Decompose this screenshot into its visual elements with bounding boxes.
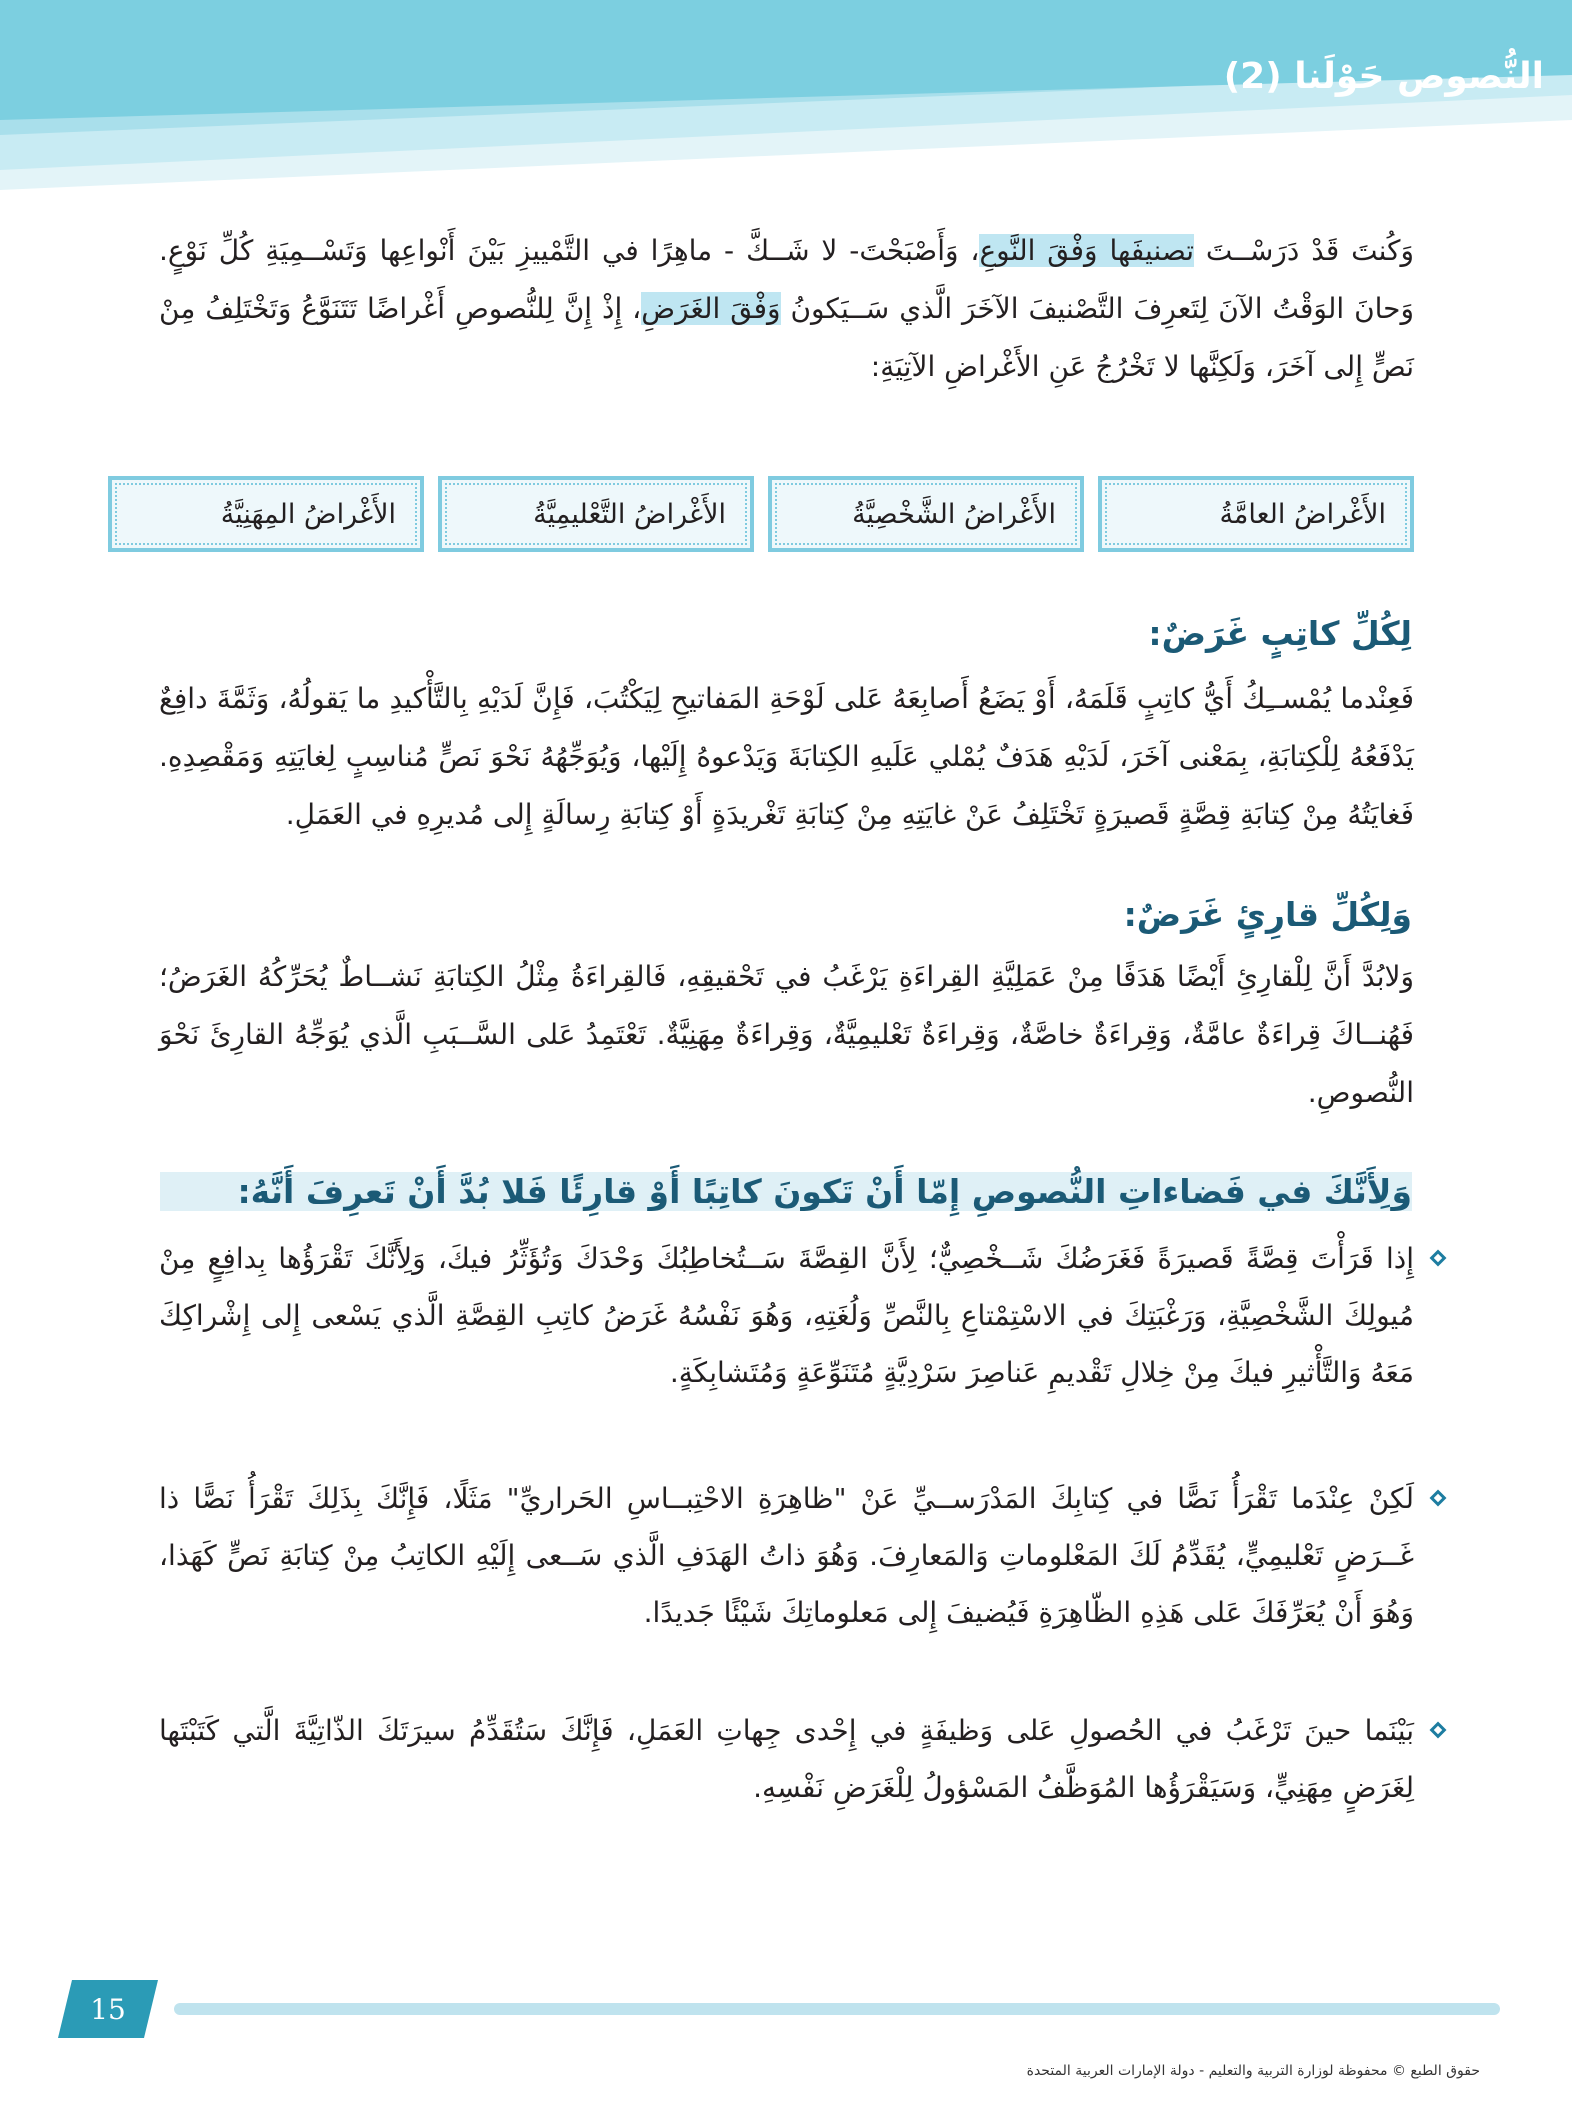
page-title: النُّصوص حَوْلَنا (2) [1223,56,1544,97]
section-heading-writer: لِكُلِّ كاتِبٍ غَرَضٌ: [1148,614,1412,653]
intro-text: وَكُنتَ قَدْ دَرَسْــتَ [1194,234,1414,267]
purpose-box-educational: الأَغْراضُ التَّعْليمِيَّةُ [438,476,754,552]
highlight-classification-by-purpose: وَفْقَ الغَرَضِ [641,292,781,325]
footer-divider [174,2003,1500,2015]
bullet-item-personal [159,1230,1414,1401]
intro-text: ، وَأَصْبَحْتَ- لا شَــكَّ - ماهِرًا في التَّمْييزِ بَيْنَ أَنْواعِها وَتَسْــمِيَةِ كُلِّ نَوْعٍ. [159,234,980,267]
intro-paragraph [159,222,1414,396]
section-heading-spaces: وَلِأَنَّكَ في فَضاءاتِ النُّصوصِ إِمّا أَنْ تَكونَ كاتِبًا أَوْ قارِئًا فَلا بُدَّ أَنْ تَعرِفَ أَنَّهُ: [160,1172,1412,1211]
bullet-text: بَيْنَما حينَ تَرْغَبُ في الحُصولِ عَلى وَظيفَةٍ في إِحْدى جِهاتِ العَمَلِ، فَإِنَّكَ سَتُقَدِّمُ سيرَتَكَ الذّاتِيَّةَ الَّتي كَتَبْتَها لِغَرَضٍ مِهَنِيٍّ، وَسَيَقْرَؤُها المُوَظَّفُ المَسْؤولُ لِلْغَرَضِ نَفْسِهِ. [159,1714,1414,1804]
section-heading-reader: وَلِكُلِّ قارِئٍ غَرَضٌ: [1123,895,1412,934]
bullet-item-professional [159,1702,1414,1816]
highlight-classification-by-type: تصنيفَها وَفْقَ النَّوعِ [979,234,1195,267]
intro-text: وَحانَ الوَقْتُ الآنَ لِتَعرِفَ التَّصْنيفَ الآخَرَ الَّذي سَــيَكونُ [780,292,1414,325]
bullet-text: لَكِنْ عِنْدَما تَقْرَأُ نَصًّا في كِتابِكَ المَدْرَســيِّ عَنْ "ظاهِرَةِ الاحْتِبــاسِ الحَراريِّ" مَثَلًا، فَإِنَّكَ بِذَلِكَ تَقْرَأُ نَصًّا ذا غَــرَضٍ تَعْليمِيٍّ، يُقَدِّمُ لَكَ المَعْلوماتِ وَالمَعارِفَ. وَهُوَ ذاتُ الهَدَفِ الَّذي سَــعى إِلَيْهِ الكاتِبُ مِنْ كِتابَةِ نَصٍّ كَهَذا، وَهُوَ أَنْ يُعَرِّفَكَ عَلى هَذِهِ الظّاهِرَةِ فَيُضيفَ إِلى مَعلوماتِكَ شَيْئًا جَديدًا. [159,1482,1414,1629]
bullet-text: إِذا قَرَأْتَ قِصَّةً قَصيرَةً فَغَرَضُكَ شَــخْصِيٌّ؛ لِأَنَّ القِصَّةَ سَــتُخاطِبُكَ وَحْدَكَ وَتُؤَثِّرُ فيكَ، وَلِأَنَّكَ تَقْرَؤُها بِدافِعٍ مِنْ مُيولِكَ الشَّخْصِيَّةِ، وَرَغْبَتِكَ في الاسْتِمْتاعِ بِالنَّصِّ وَلُغَتِهِ، وَهُوَ نَفْسُهُ غَرَضُ كاتِبِ القِصَّةِ الَّذي يَسْعى إِلى إِشْراكِكَ مَعَهُ وَالتَّأْثيرِ فيكَ مِنْ خِلالِ تَقْديمِ عَناصِرَ سَرْدِيَّةٍ مُتَنَوِّعَةٍ وَمُتَشابِكَةٍ. [159,1242,1414,1389]
diamond-bullet-icon [1430,1250,1447,1267]
intro-text: ، إِذْ إِنَّ لِلنُّصوصِ أَغْراضًا تَتَنَوَّعُ وَتَخْتَلِفُ مِنْ نَصٍّ إِلى آخَرَ، وَلَكِنَّها لا تَخْرُجُ عَنِ الأَغْراضِ الآتِيَةِ: [159,292,1414,383]
page-number: 15 [90,1992,126,2026]
page-header [0,0,1572,190]
section-body-reader: وَلابُدَّ أَنَّ لِلْقارِئِ أَيْضًا هَدَفًا مِنْ عَمَلِيَّةِ القِراءَةِ يَرْغَبُ في تَحْقيقِهِ، فَالقِراءَةُ مِثْلُ الكِتابَةِ نَشــاطٌ يُحَرِّكُهُ الغَرَضُ؛ فَهُنــاكَ قِراءَةٌ عامَّةٌ، وَقِراءَةٌ خاصَّةٌ، وَقِراءَةٌ تَعْليمِيَّةٌ، وَقِراءَةٌ مِهَنِيَّةٌ. تَعْتَمِدُ عَلى السَّــبَبِ الَّذي يُوَجِّهُ القارِئَ نَحْوَ النُّصوصِ. [159,960,1414,1109]
purpose-box-general: الأَغْراضُ العامَّةُ [1098,476,1414,552]
section-body-writer: فَعِنْدما يُمْســِكُ أَيُّ كاتِبٍ قَلَمَهُ، أَوْ يَضَعُ أَصابِعَهُ عَلى لَوْحَةِ المَفاتيحِ لِيَكْتُبَ، فَإِنَّ لَدَيْهِ بِالتَّأْكيدِ ما يَقولُهُ، وَثَمَّةَ دافِعٌ يَدْفَعُهُ لِلْكِتابَةِ، بِمَعْنى آخَرَ، لَدَيْهِ هَدَفٌ يُمْلي عَلَيهِ الكِتابَةَ وَيَدْعوهُ إِلَيْها، وَيُوَجِّهُهُ نَحْوَ نَصٍّ مُناسِبٍ لِغايَتِهِ وَمَقْصِدِهِ. فَغايَتُهُ مِنْ كِتابَةِ قِصَّةٍ قَصيرَةٍ تَخْتَلِفُ عَنْ غايَتِهِ مِنْ كِتابَةِ تَغْريدَةٍ أَوْ كِتابَةِ رِسالَةٍ إِلى مُديرِهِ في العَمَلِ. [159,682,1414,831]
diamond-bullet-icon [1430,1722,1447,1739]
copyright-notice: حقوق الطبع © محفوظة لوزارة التربية والتعليم - دولة الإمارات العربية المتحدة [1026,2063,1480,2079]
diamond-bullet-icon [1430,1490,1447,1507]
purpose-box-professional: الأَغْراضُ المِهَنِيَّةُ [108,476,424,552]
bullet-item-educational [159,1470,1414,1641]
purpose-box-personal: الأَغْراضُ الشَّخْصِيَّةُ [768,476,1084,552]
